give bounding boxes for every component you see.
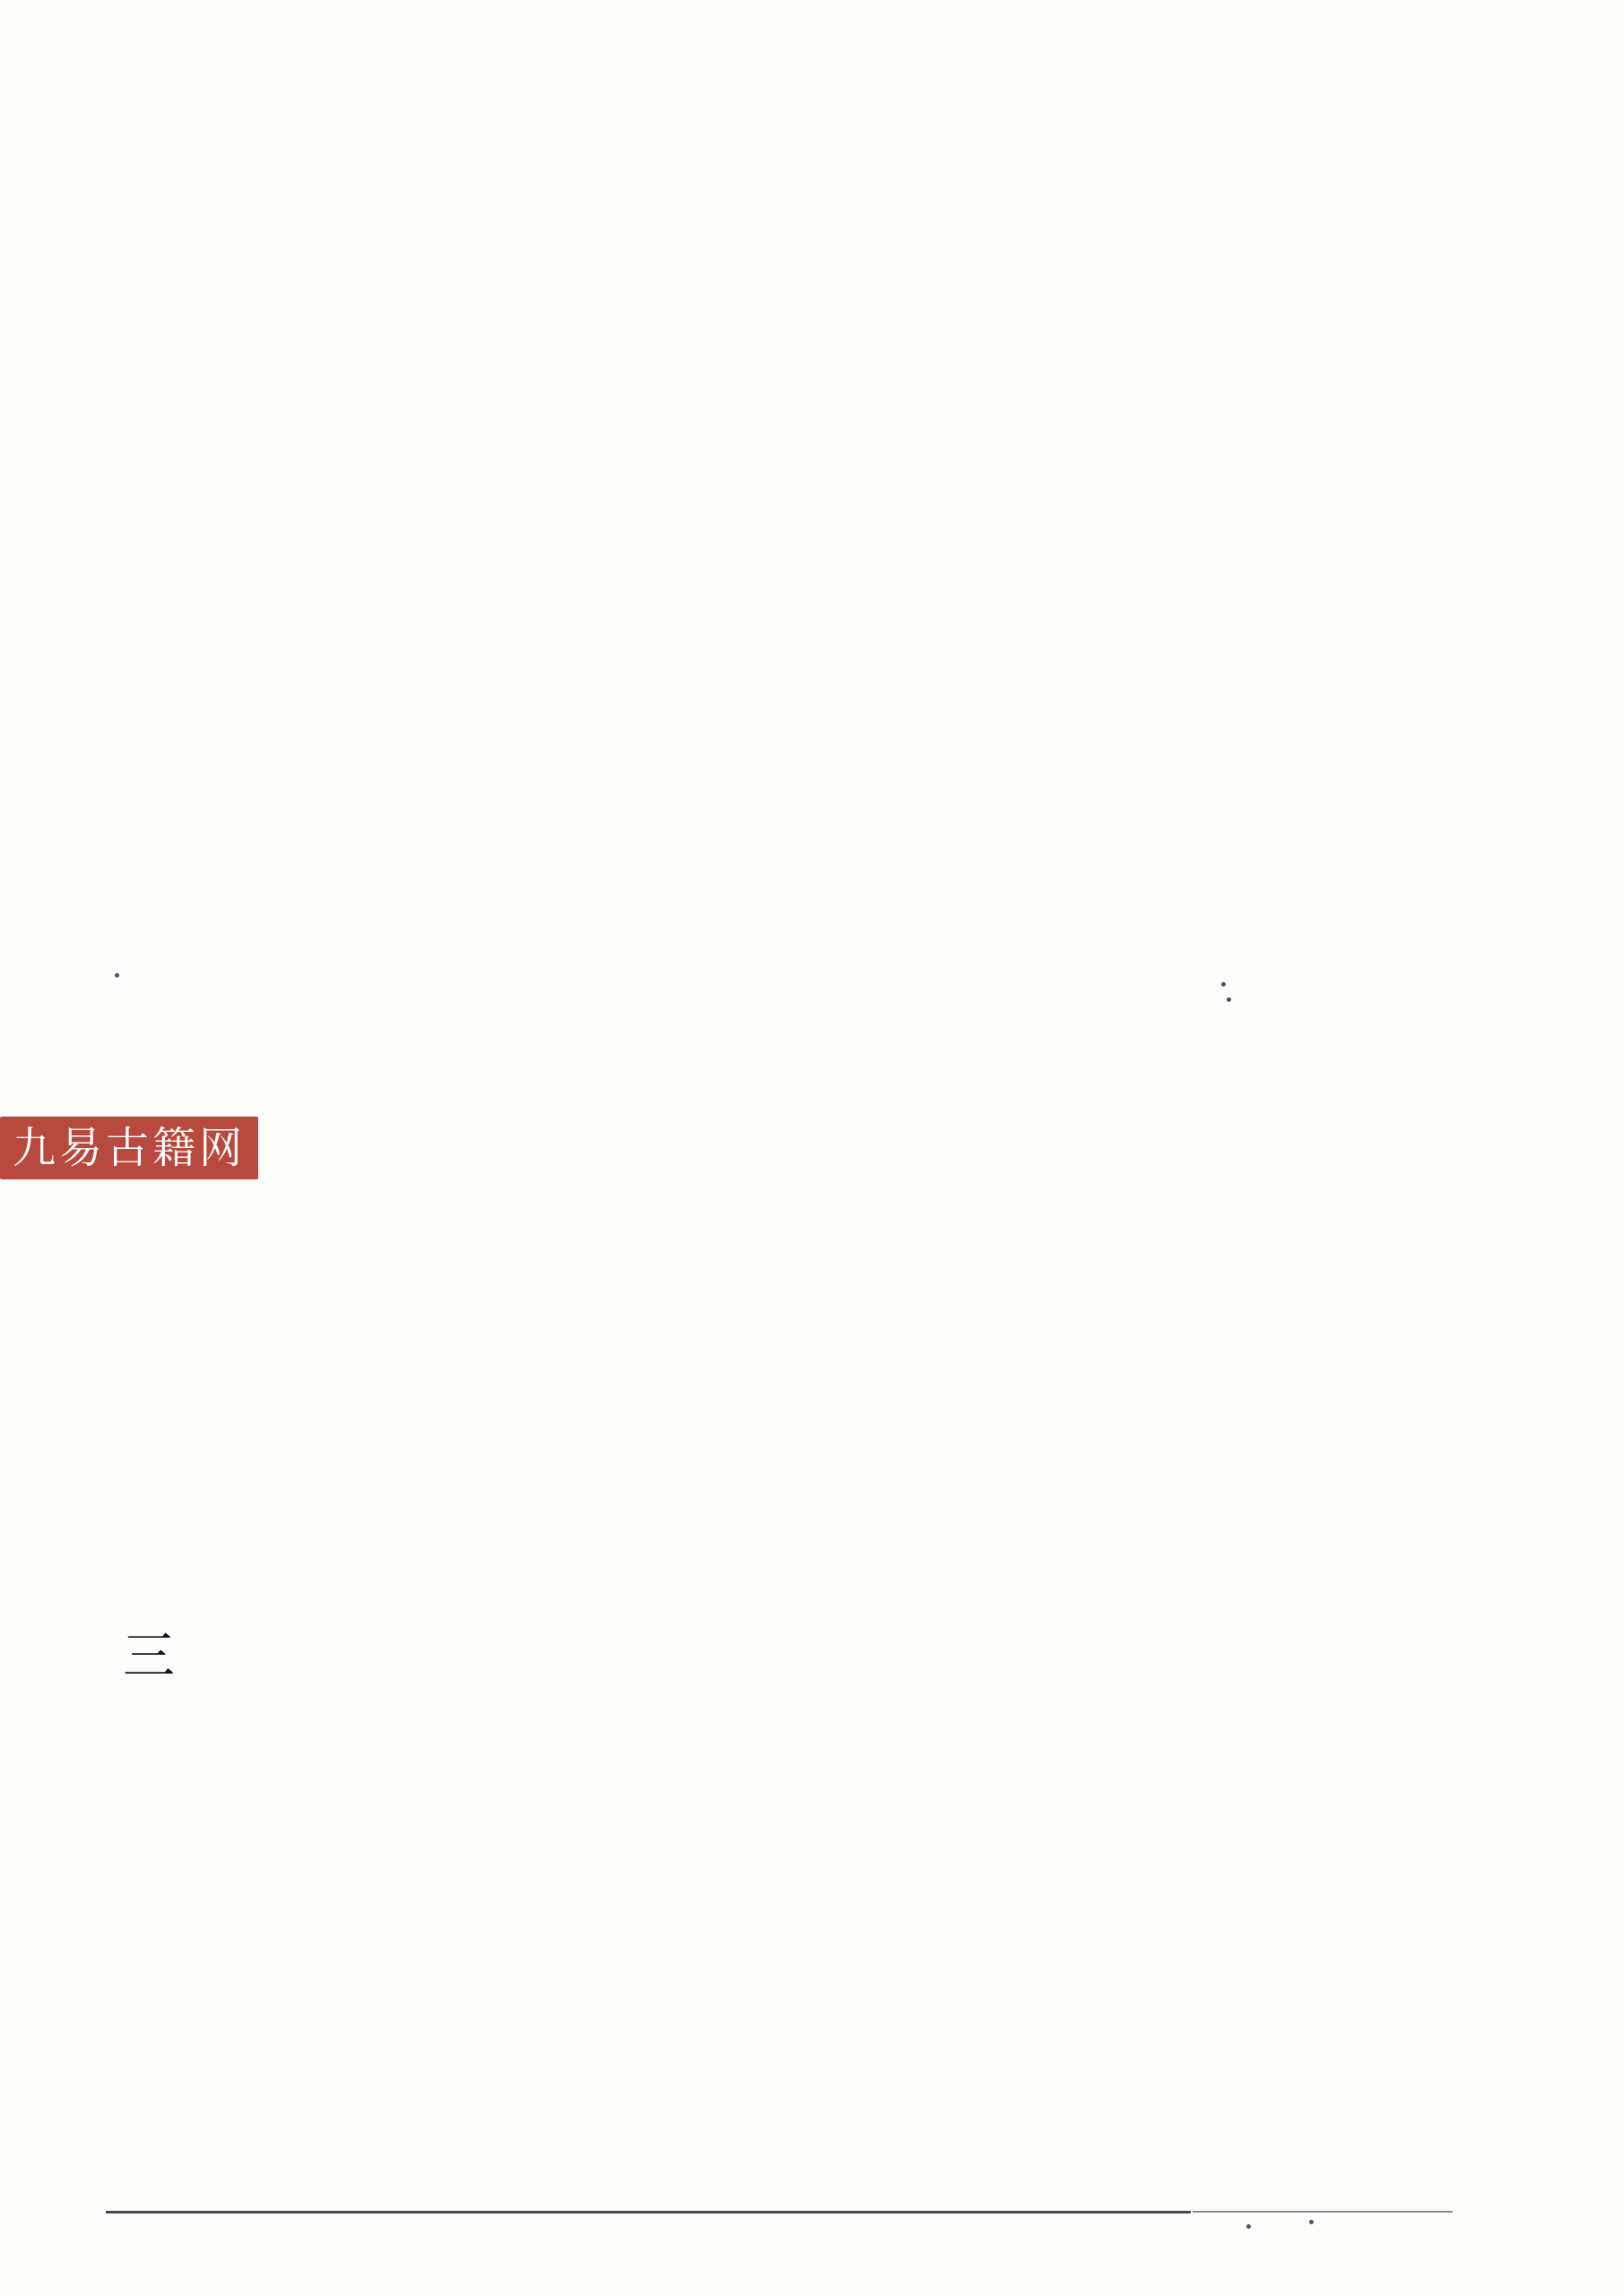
scan-speck	[1221, 982, 1226, 987]
scan-speck	[1309, 2220, 1314, 2224]
site-watermark: 九易古籍网	[0, 1117, 258, 1179]
scan-speck	[1246, 2224, 1251, 2229]
page-number: 三	[114, 1628, 175, 1680]
bottom-rule	[106, 2211, 1191, 2213]
scan-speck	[115, 973, 119, 978]
bottom-rule-faint	[1193, 2211, 1453, 2213]
scan-speck	[1227, 997, 1231, 1002]
